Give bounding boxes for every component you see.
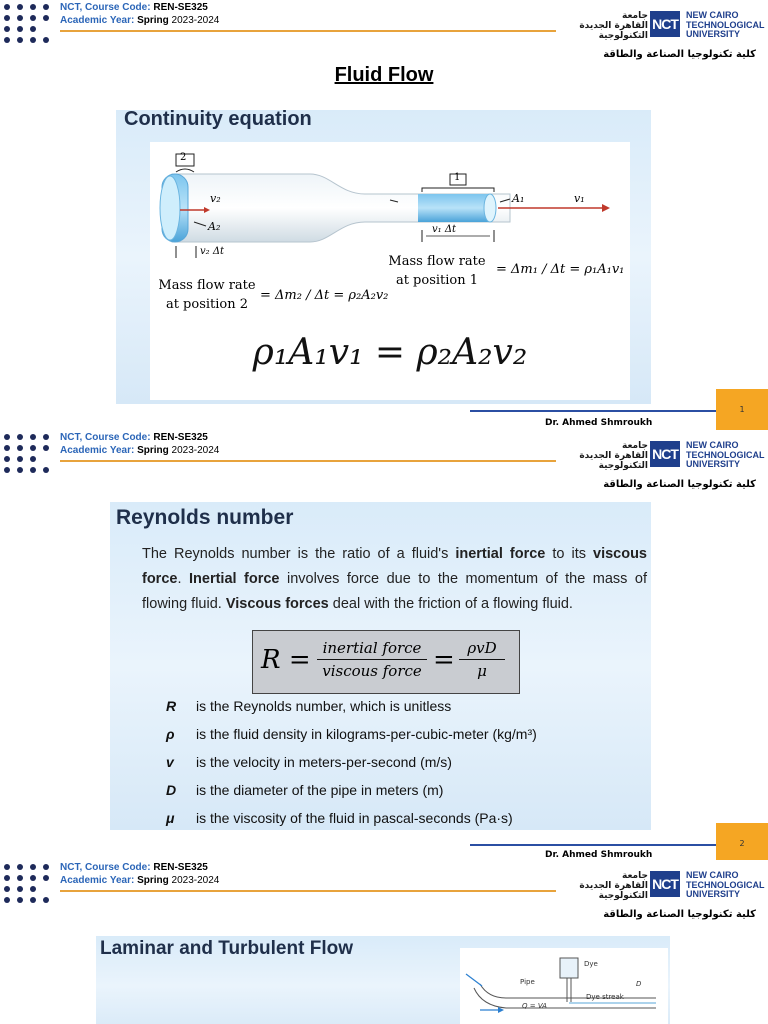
university-logo — [578, 440, 765, 477]
dot — [43, 445, 49, 451]
panel-title: Laminar and Turbulent Flow — [100, 938, 353, 959]
logo-mark: NCT — [650, 871, 680, 897]
label-1: 1 — [454, 172, 461, 183]
panel-title: Reynolds number — [116, 506, 294, 529]
academic-year: 2023-2024 — [168, 445, 220, 456]
mass-flow-rate-1: Mass flow rate at position 1 — [388, 254, 486, 288]
dot — [4, 37, 10, 43]
header-rule — [60, 890, 556, 892]
distance-1-label: v₁ Δt — [432, 224, 457, 235]
dye-label: Dye — [584, 960, 598, 968]
slide-2: NCT, Course Code: REN-SE325 Academic Year: Spring 2023-2024 جامعة القاهرة الجديدة التكنولوجية NCT NEW CAIRO TECHNOLOGICAL UNIVERSITY كلية تكنولوجيا الصناعة والطاقة Reynolds number The Reynolds number is the ratio of a fluid's inertial force to its viscous force. Inertial force involves force due to the momentum of the mass of flowing fluid. Viscous forces deal with the friction of a flowing fluid. R = inertial force viscous force = ρvD μ R is the Reynolds number, which is unitless ρ is the fluid density in kilograms-per-cubic-meter (kg/m³) v is the velocity in meters-per-second (m/s) D is the diameter of the pipe in meters (m) μ is the viscosity of the fluid in pascal-seconds (Pa·s) Dr. Ahmed Shmroukh 2 — [0, 430, 768, 860]
dot — [43, 467, 49, 473]
distance-2-label: v₂ Δt — [200, 246, 225, 257]
dot — [30, 864, 36, 870]
dot — [30, 37, 36, 43]
dot — [4, 26, 10, 32]
logo-english: NEW CAIRO TECHNOLOGICAL UNIVERSITY — [686, 10, 765, 39]
dot — [17, 897, 23, 903]
dot — [17, 37, 23, 43]
velocity-1-label: v₁ — [574, 192, 585, 205]
course-header — [60, 1, 219, 27]
academic-year-label: Academic Year: — [60, 445, 138, 456]
logo-english: NEW CAIRO TECHNOLOGICAL UNIVERSITY — [686, 870, 765, 899]
dot — [4, 4, 10, 10]
dot — [4, 434, 10, 440]
course-code: REN-SE325 — [153, 2, 208, 13]
dot — [17, 467, 23, 473]
author-name: Dr. Ahmed Shmroukh — [545, 850, 653, 860]
continuity-equation: ρ₁A₁v₁ = ρ₂A₂v₂ — [252, 332, 528, 373]
dot — [17, 864, 23, 870]
dot — [30, 897, 36, 903]
faculty-name: كلية تكنولوجيا الصناعة والطاقة — [603, 479, 756, 490]
continuity-panel — [116, 110, 651, 404]
course-code-label: NCT, Course Code: — [60, 432, 154, 443]
footer-rule — [470, 410, 716, 412]
dot — [4, 467, 10, 473]
diameter-label: D — [636, 980, 642, 988]
academic-year-label: Academic Year: — [60, 875, 138, 886]
continuity-diagram — [150, 142, 630, 400]
reynolds-formula — [252, 630, 520, 694]
mass-flow-equation-1: = Δm₁ / Δt = ρ₁A₁v₁ — [496, 262, 625, 277]
course-code-label: NCT, Course Code: — [60, 2, 154, 13]
logo-arabic: جامعة القاهرة الجديدة التكنولوجية — [579, 441, 648, 471]
dot — [17, 445, 23, 451]
course-header — [60, 861, 219, 887]
formula-lhs: R = — [261, 645, 311, 675]
dot — [4, 456, 10, 462]
velocity-2-label: v₂ — [210, 192, 221, 205]
dot — [17, 15, 23, 21]
slide-3 — [0, 860, 768, 1024]
dot — [17, 875, 23, 881]
academic-year: 2023-2024 — [168, 875, 220, 886]
mass-flow-equation-2: = Δm₂ / Δt = ρ₂A₂v₂ — [260, 288, 389, 303]
header-rule — [60, 460, 556, 462]
logo-mark: NCT — [650, 11, 680, 37]
dot — [43, 864, 49, 870]
course-code: REN-SE325 — [153, 432, 208, 443]
mass-flow-rate-2: Mass flow rate at position 2 — [158, 278, 256, 312]
dot — [17, 434, 23, 440]
semester: Spring — [137, 445, 169, 456]
dot — [30, 445, 36, 451]
reynolds-description: The Reynolds number is the ratio of a fluid's inertial force to its viscous force. Inertial force involves force due to the momentum of the mass of flowing fluid. Viscous forces deal with the friction of a flowing fluid. — [142, 546, 648, 612]
dye-streak-label: Dye streak — [586, 993, 624, 1001]
area-2-label: A₂ — [208, 220, 221, 233]
dot — [30, 4, 36, 10]
formula-fraction-2: ρvD μ — [459, 637, 505, 682]
academic-year-label: Academic Year: — [60, 15, 138, 26]
dot — [30, 886, 36, 892]
dye-experiment-diagram — [460, 948, 668, 1024]
logo-arabic: جامعة القاهرة الجديدة التكنولوجية — [579, 871, 648, 901]
dot — [30, 875, 36, 881]
dot — [4, 897, 10, 903]
author-name: Dr. Ahmed Shmroukh — [545, 418, 653, 428]
dot — [4, 886, 10, 892]
dot — [17, 4, 23, 10]
faculty-name: كلية تكنولوجيا الصناعة والطاقة — [603, 49, 756, 60]
dot — [4, 864, 10, 870]
semester: Spring — [137, 15, 169, 26]
logo-english: NEW CAIRO TECHNOLOGICAL UNIVERSITY — [686, 440, 765, 469]
course-code-label: NCT, Course Code: — [60, 862, 154, 873]
flow-rate-label: Q = VA — [522, 1002, 547, 1010]
logo-arabic: جامعة القاهرة الجديدة التكنولوجية — [579, 11, 648, 41]
label-2: 2 — [180, 152, 187, 163]
dot — [43, 897, 49, 903]
formula-fraction-1: inertial force viscous force — [317, 637, 427, 682]
dot — [30, 456, 36, 462]
dot — [43, 4, 49, 10]
dot — [4, 15, 10, 21]
dot — [17, 886, 23, 892]
pipe-label: Pipe — [520, 978, 535, 986]
dot — [4, 875, 10, 881]
course-header — [60, 431, 219, 457]
dot — [4, 445, 10, 451]
university-logo — [578, 870, 765, 907]
slide-1 — [0, 0, 768, 430]
faculty-name: كلية تكنولوجيا الصناعة والطاقة — [603, 909, 756, 920]
course-code: REN-SE325 — [153, 862, 208, 873]
dot — [30, 434, 36, 440]
dot — [17, 26, 23, 32]
dot — [43, 37, 49, 43]
dot — [17, 456, 23, 462]
page-title: Fluid Flow — [334, 64, 434, 86]
dot — [30, 15, 36, 21]
formula-equals: = — [433, 645, 455, 675]
dot — [43, 875, 49, 881]
footer-rule — [470, 844, 716, 846]
semester: Spring — [137, 875, 169, 886]
logo-mark: NCT — [650, 441, 680, 467]
header-rule — [60, 30, 556, 32]
area-1-label: A₁ — [512, 192, 525, 205]
university-logo — [578, 10, 765, 47]
academic-year: 2023-2024 — [168, 15, 220, 26]
dot — [30, 26, 36, 32]
page-number: 1 — [716, 389, 768, 430]
dot — [43, 434, 49, 440]
dot — [30, 467, 36, 473]
dot — [43, 15, 49, 21]
panel-title: Continuity equation — [124, 108, 312, 130]
page-number: 2 — [716, 823, 768, 860]
